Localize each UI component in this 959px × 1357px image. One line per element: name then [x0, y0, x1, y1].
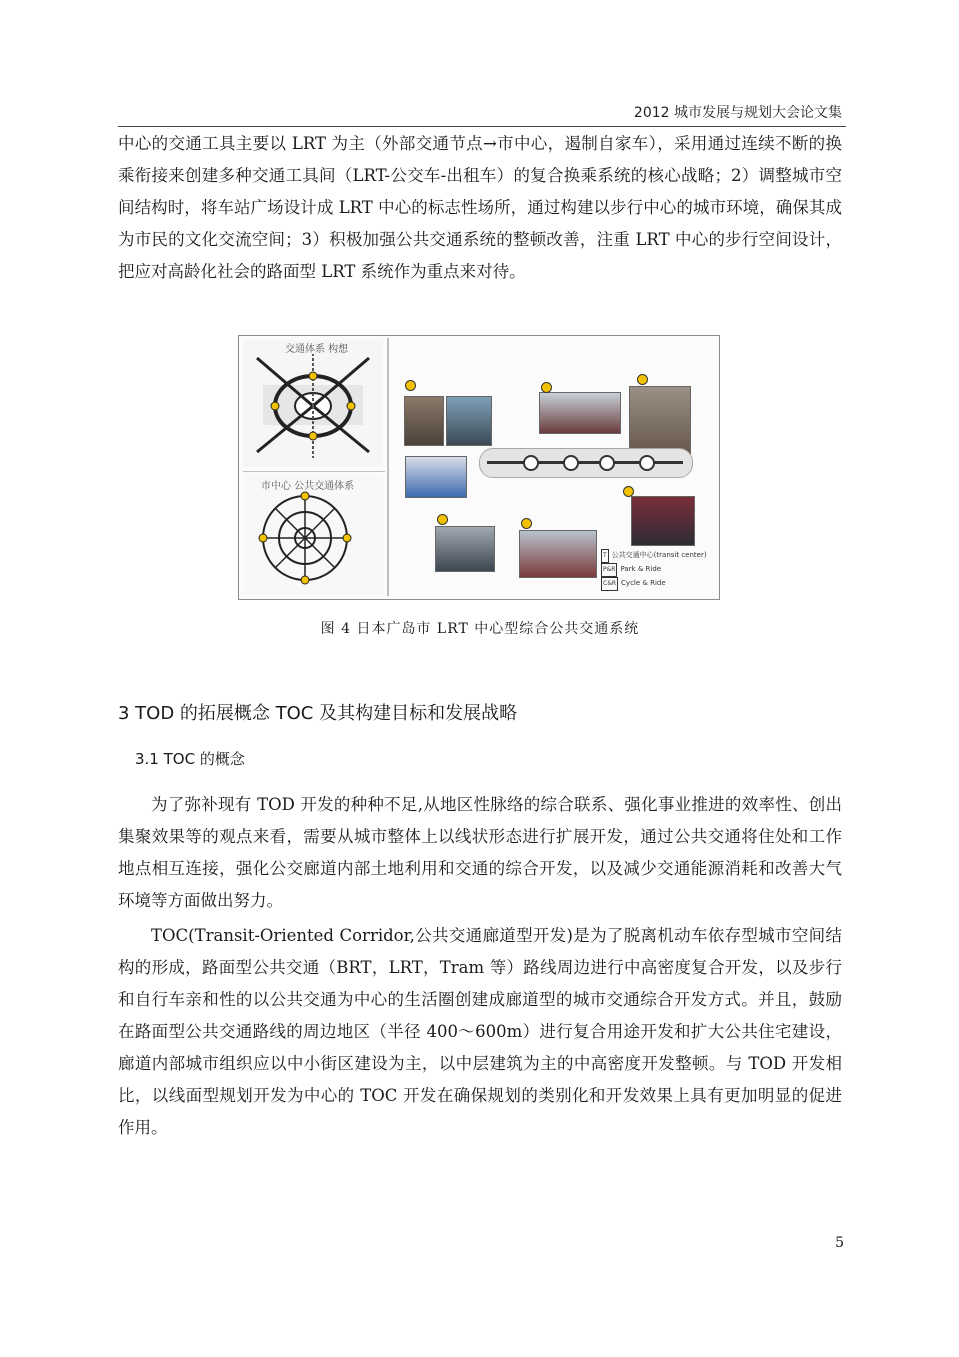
photo-station	[404, 396, 444, 446]
photo-platform	[446, 396, 492, 446]
radial-network-diagram	[243, 340, 383, 468]
figure-divider	[243, 471, 385, 472]
paragraph-1: 中心的交通工具主要以 LRT 为主（外部交通节点→市中心，遏制自家车），采用通过连续不断的换乘衔接来创建多种交通工具间（LRT-公交车-出租车）的复合换乘系统的核心战略；2）调整城市空间结构时，将车站广场设计成 LRT 中心的标志性场所，通过构建以步行中心的城市环境，确保其成为市民的文化交流空间；3）积极加强公共交通系统的整顿改善，注重 LRT 中心的步行空间设计，把应对高龄化社会的路面型 LRT 系统作为重点来对待。	[118, 134, 842, 281]
photo-bus-terminal	[519, 530, 597, 578]
lrt-stop	[523, 455, 539, 471]
paragraph-2: 为了弥补现有 TOD 开发的种种不足,从地区性脉络的综合联系、强化事业推进的效率性、创出集聚效果等的观点来看，需要从城市整体上以线状形态进行扩展开发，通过公共交通将住处和工作地点相互连接，强化公交廊道内部土地利用和交通的综合开发，以及减少交通能源消耗和改善大气环境等方面做出努力。	[118, 795, 842, 910]
lrt-stop	[599, 455, 615, 471]
downtown-network-diagram	[243, 474, 383, 594]
figure-legend	[601, 549, 707, 591]
number-badge	[623, 486, 634, 497]
diagram-title-top: 交通体系 构想	[285, 344, 349, 355]
legend-item: T 公共交通中心(transit center)	[601, 549, 707, 563]
legend-item: P&R Park & Ride	[601, 563, 707, 577]
header-rule	[118, 126, 846, 127]
figure-caption: 图 4 日本广岛市 LRT 中心型综合公共交通系统	[320, 621, 640, 637]
lrt-stop	[563, 455, 579, 471]
number-badge	[437, 514, 448, 525]
subsection-heading: 3.1 TOC 的概念	[135, 750, 245, 768]
paragraph-3: TOC(Transit-Oriented Corridor,公共交通廊道型开发)是为了脱离机动车依存型城市空间结构的形成，路面型公共交通（BRT，LRT，Tram 等）路线周边进行中高密度复合开发，以及步行和自行车亲和性的以公共交通为中心的生活圈创建成廊道型的城市交通综合开发方式。并且，鼓励在路面型公共交通路线的周边地区（半径 400～600m）进行复合用途开发和扩大公共住宅建设，廊道内部城市组织应以中小街区建设为主，以中层建筑为主的中高密度开发整顿。与 TOD 开发相比，以线面型规划开发为中心的 TOC 开发在确保规划的类别化和开发效果上具有更加明显的促进作用。	[118, 926, 842, 1137]
photo-pedestrian-street	[631, 496, 695, 546]
legend-item: C&R Cycle & Ride	[601, 577, 707, 591]
photo-lrt-tram	[435, 526, 495, 572]
transport-concept-diagram	[243, 340, 383, 468]
figure-4	[238, 335, 720, 600]
lrt-stop	[639, 455, 655, 471]
photo-lrt-train	[539, 392, 621, 434]
section-heading: 3 TOD 的拓展概念 TOC 及其构建目标和发展战略	[118, 703, 518, 724]
diagram-title-bottom: 市中心 公共交通体系	[261, 481, 355, 492]
number-badge	[637, 374, 648, 385]
number-badge	[521, 518, 532, 529]
photo-community-bus	[405, 456, 467, 498]
figure-vertical-divider	[387, 338, 389, 596]
number-badge	[405, 380, 416, 391]
page-number: 5	[835, 1235, 844, 1251]
running-header: 2012 城市发展与规划大会论文集	[633, 105, 842, 121]
downtown-transit-diagram	[243, 474, 383, 594]
number-badge	[541, 382, 552, 393]
